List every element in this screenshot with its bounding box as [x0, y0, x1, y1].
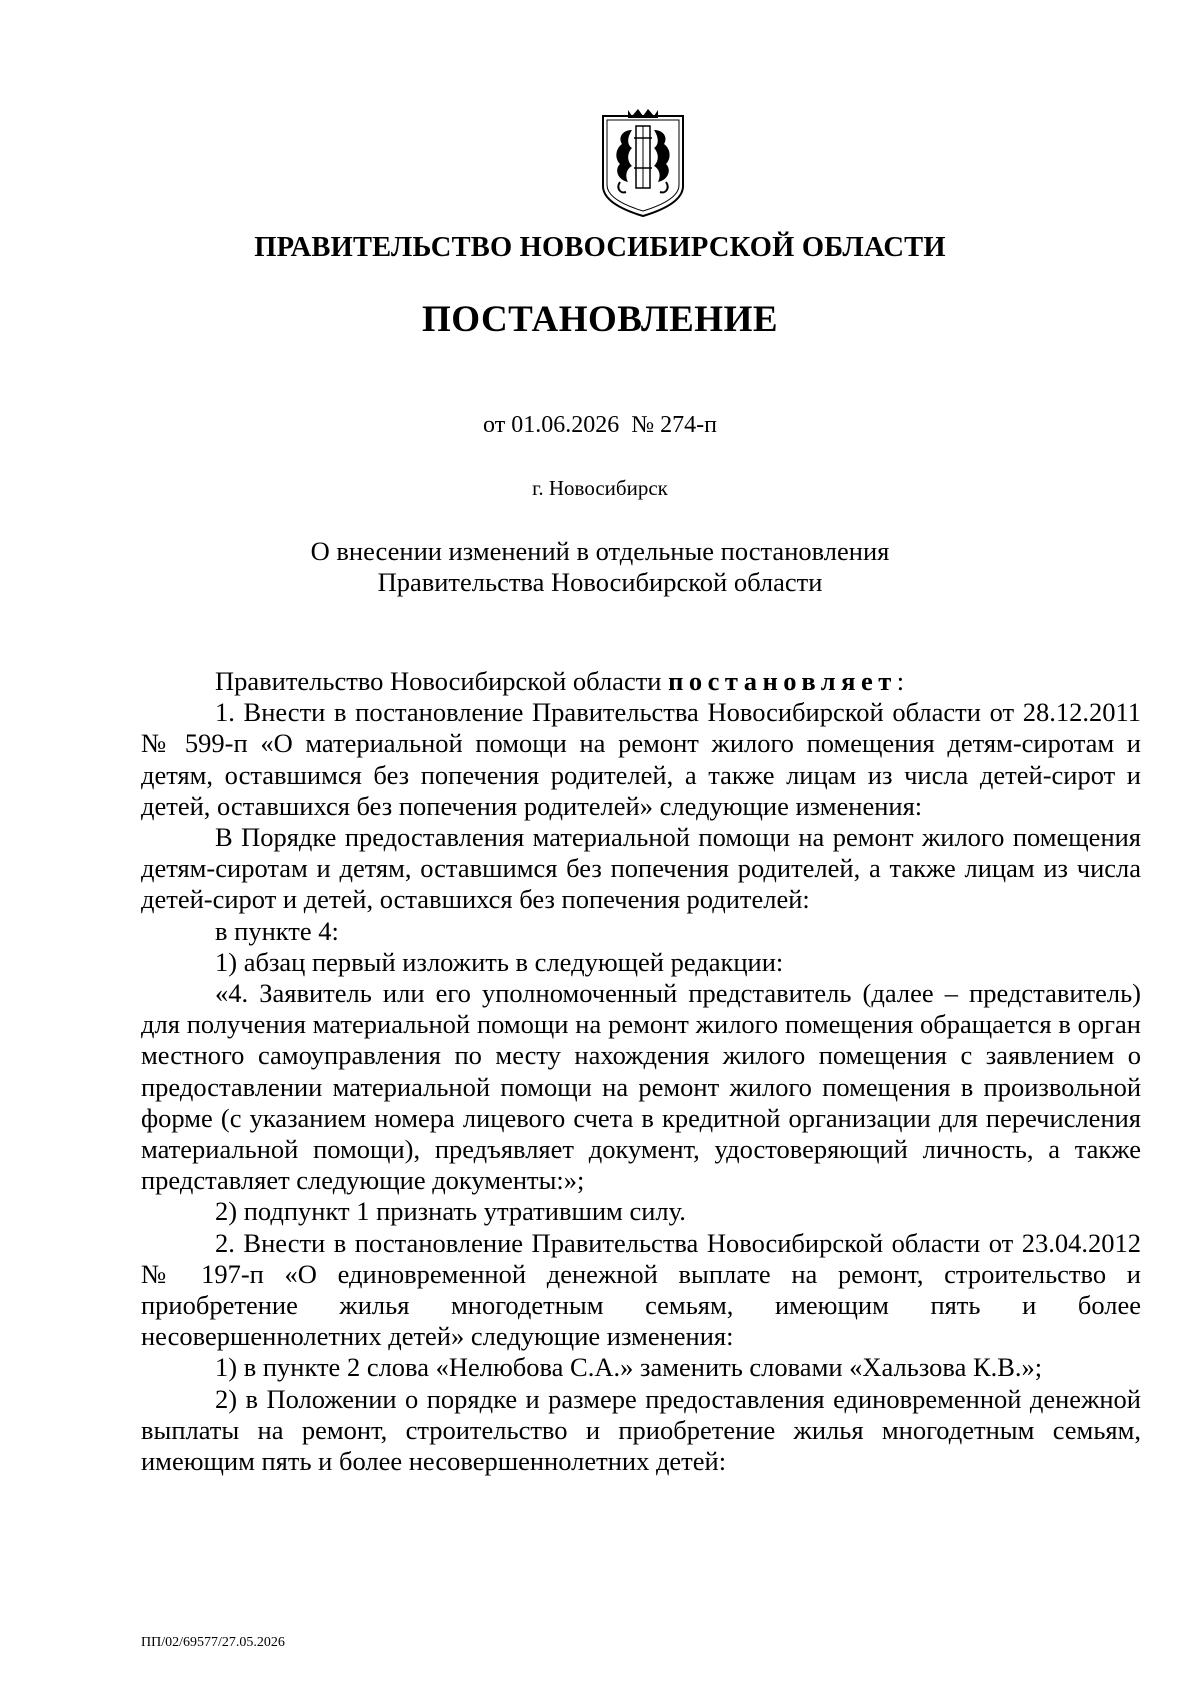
paragraph: 1) в пункте 2 слова «Нелюбова С.А.» заменить словами «Хальзова К.В.»;: [215, 1352, 1043, 1383]
subject-line-2: Правительства Новосибирской области: [377, 567, 823, 597]
document-type-title: ПОСТАНОВЛЕНИЕ: [421, 299, 779, 340]
paragraph: в пункте 4:: [215, 915, 339, 946]
paragraph: 1) абзац первый изложить в следующей редакции:: [215, 946, 784, 977]
coat-of-arms-emblem: [598, 108, 688, 220]
organization-title: ПРАВИТЕЛЬСТВО НОВОСИБИРСКОЙ ОБЛАСТИ: [254, 232, 946, 263]
date-number-line: [0, 412, 1200, 439]
paragraph: В Порядке предоставления материальной помощи на ремонт жилого помещения детям-сиротам и детям, оставшимся без попечения родителей, а также лицам из числа детей-сирот и детей, оставшихся без попечения родителей:: [141, 822, 1141, 915]
paragraph: «4. Заявитель или его уполномоченный представитель (далее – представитель) для получения материальной помощи на ремонт жилого помещения обращается в орган местного самоуправления по месту нахождения жилого помещения с заявлением о предоставлении материальной помощи на ремонт жилого помещения в произвольной форме (с указанием номера лицевого счета в кредитной организации для перечисления материальной помощи), предъявляет документ, удостоверяющий личность, а также представляет следующие документы:»;: [141, 978, 1141, 1196]
paragraph: 1. Внести в постановление Правительства Новосибирской области от 28.12.2011 № 599-п «О материальной помощи на ремонт жилого помещения детям-сиротам и детям, оставшимся без попечения родителей, а также лицам из числа детей-сирот и детей, оставшихся без попечения родителей» следующие изменения:: [141, 697, 1141, 821]
paragraph: 2) подпункт 1 признать утратившим силу.: [215, 1196, 686, 1227]
document-body: [141, 666, 1141, 1477]
paragraph: 2. Внести в постановление Правительства Новосибирской области от 23.04.2012 № 197-п «О единовременной денежной выплате на ремонт, строительство и приобретение жилья многодетным семьям, имеющим пять и более несовершеннолетних детей» следующие изменения:: [141, 1227, 1141, 1352]
intro-suffix: :: [896, 666, 905, 696]
city-line: г. Новосибирск: [532, 476, 668, 500]
document-date: от 01.06.2026: [483, 412, 620, 438]
document-registration-code: ПП/02/69577/27.05.2026: [141, 1635, 285, 1650]
intro-prefix: Правительство Новосибирской области: [215, 666, 669, 696]
document-subject: [0, 536, 1200, 598]
decree-word: постановляет: [668, 666, 897, 696]
paragraph: 2) в Положении о порядке и размере предоставления единовременной денежной выплаты на ремонт, строительство и приобретение жилья многодетным семьям, имеющим пять и более несовершеннолетних детей:: [141, 1383, 1141, 1477]
document-number: № 274-п: [631, 412, 717, 438]
decree-intro: [141, 666, 1141, 697]
subject-line-1: О внесении изменений в отдельные постановления: [310, 536, 890, 566]
